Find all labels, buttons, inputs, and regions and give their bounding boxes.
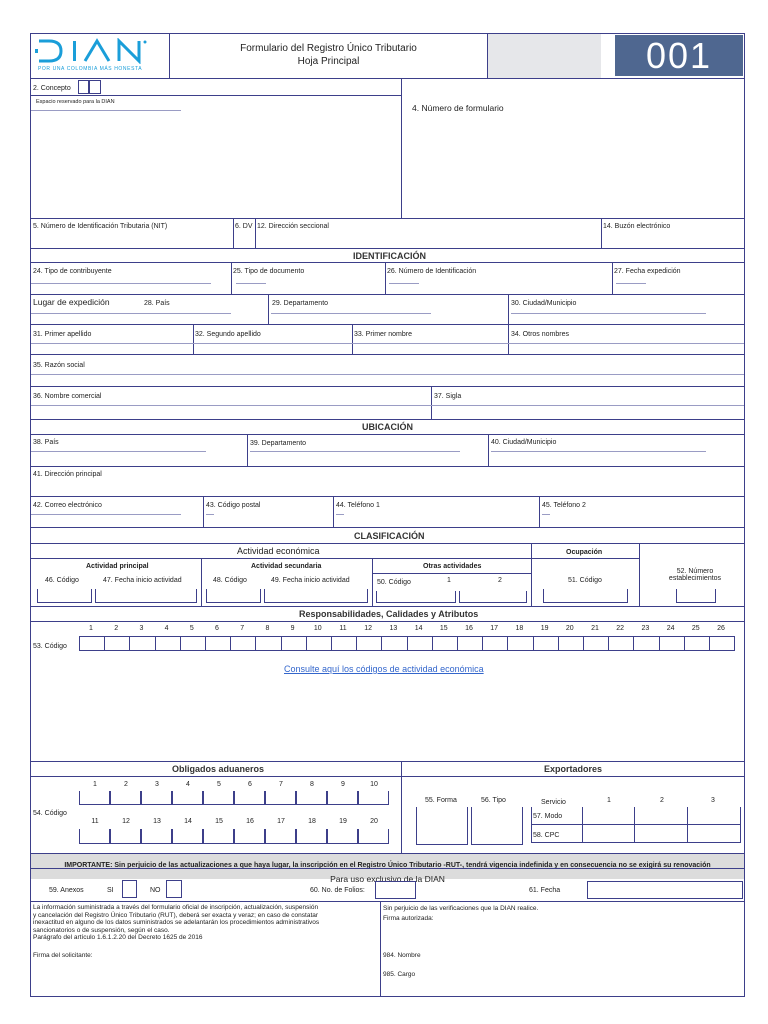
sigla-label: 37. Sigla (434, 393, 462, 400)
codigo-postal-label: 43. Código postal (206, 502, 261, 509)
resp-number-19: 19 (540, 625, 549, 632)
resp-number-22: 22 (616, 625, 625, 632)
resp-cell-21[interactable] (583, 636, 609, 651)
resp-cell-10[interactable] (306, 636, 332, 651)
cpc58-label: 58. CPC (533, 832, 560, 839)
form-title-line2: Hoja Principal (297, 56, 360, 67)
cargo985-label: 985. Cargo (383, 971, 416, 978)
disclaimer-line: La información suministrada a través del formulario oficial de inscripción, actualización, suspensión (33, 904, 319, 911)
actividad-economica-title: Actividad económica (237, 546, 320, 556)
resp-number-10: 10 (313, 625, 322, 632)
aduanero-number-20: 20 (370, 818, 378, 825)
anexos-no-box[interactable] (166, 880, 182, 898)
resp-cell-16[interactable] (457, 636, 483, 651)
aduanero-number-4: 4 (186, 781, 190, 788)
resp-number-16: 16 (465, 625, 473, 632)
clasificacion-title: CLASIFICACIÓN (354, 531, 425, 541)
actividad-secundaria-label: Actividad secundaria (251, 563, 322, 570)
aduanero-cell-4[interactable] (172, 791, 203, 805)
num-establecimientos-label (655, 568, 735, 582)
otras-actividades-label: Otras actividades (423, 563, 482, 570)
rut-form (30, 33, 745, 997)
header-grey-box (487, 34, 601, 78)
resp-cell-15[interactable] (432, 636, 458, 651)
aduaneros-title: Obligados aduaneros (172, 764, 265, 774)
razon-social-label: 35. Razón social (33, 362, 85, 369)
fecha47-label: 47. Fecha inicio actividad (103, 577, 182, 584)
resp-cell-6[interactable] (205, 636, 231, 651)
verificaciones-text: Sin perjuicio de las verificaciones que la DIAN realice. (383, 905, 539, 912)
resp-cell-1[interactable] (79, 636, 105, 651)
resp-cell-11[interactable] (331, 636, 357, 651)
actividad-principal-label: Actividad principal (86, 563, 149, 570)
aduanero-number-15: 15 (215, 818, 223, 825)
resp-number-12: 12 (364, 625, 373, 632)
aduanero-number-2: 2 (124, 781, 128, 788)
codigo50b-input[interactable] (459, 591, 527, 603)
direccion-principal-label: 41. Dirección principal (33, 471, 102, 478)
resp-cell-23[interactable] (633, 636, 659, 651)
resp-number-9: 9 (290, 625, 295, 632)
codigo50-label: 50. Código (377, 579, 411, 586)
resp-number-7: 7 (240, 625, 245, 632)
num-formulario-label: 4. Número de formulario (412, 103, 504, 113)
aduanero-number-5: 5 (217, 781, 221, 788)
num-establecimientos-line1: 52. Número (676, 568, 714, 575)
resp-number-26: 26 (717, 625, 725, 632)
pais-exp-label: 28. País (144, 300, 170, 307)
exportadores-title: Exportadores (544, 764, 603, 774)
aduanero-number-18: 18 (308, 818, 316, 825)
resp-cell-7[interactable] (230, 636, 256, 651)
aduanero-cell-14[interactable] (172, 829, 203, 844)
tipo-documento-label: 25. Tipo de documento (233, 268, 305, 275)
forma55-label: 55. Forma (425, 797, 457, 804)
resp-cell-8[interactable] (255, 636, 281, 651)
reservado-label: Espacio reservado para la DIAN (36, 99, 115, 105)
buzon-label: 14. Buzón electrónico (603, 223, 671, 230)
resp-number-21: 21 (591, 625, 599, 632)
aduanero-cell-3[interactable] (141, 791, 172, 805)
anexos-si-box[interactable] (122, 880, 137, 898)
nombre984-label: 984. Nombre (383, 952, 421, 959)
aduanero-number-6: 6 (248, 781, 252, 788)
departamento-label: 39. Departamento (250, 440, 307, 447)
fecha49-input[interactable] (264, 589, 368, 603)
codigo50-input[interactable] (376, 591, 456, 603)
responsabilidades-title: Responsabilidades, Calidades y Atributos (299, 609, 479, 619)
concepto-box-1[interactable] (78, 80, 89, 94)
servicio-2-label: 2 (660, 797, 664, 804)
aduanero-cell-18[interactable] (296, 829, 327, 844)
fecha-expedicion-label: 27. Fecha expedición (614, 268, 681, 275)
aduanero-number-8: 8 (310, 781, 314, 788)
otras-2-label: 2 (498, 577, 502, 584)
codigo51-label: 51. Código (568, 577, 602, 584)
resp-number-3: 3 (139, 625, 144, 632)
dian-logo (35, 38, 167, 74)
resp-cell-14[interactable] (407, 636, 433, 651)
departamento-exp-label: 29. Departamento (272, 300, 329, 307)
codigo54-label: 54. Código (33, 810, 67, 817)
resp-cell-5[interactable] (180, 636, 206, 651)
primer-apellido-label: 31. Primer apellido (33, 331, 92, 338)
aduanero-number-13: 13 (153, 818, 161, 825)
aduanero-number-9: 9 (341, 781, 345, 788)
aduanero-number-19: 19 (339, 818, 347, 825)
resp-cell-9[interactable] (281, 636, 307, 651)
form-title-line1: Formulario del Registro Único Tributario (240, 43, 417, 54)
telefono2-label: 45. Teléfono 2 (542, 502, 586, 509)
folios-label: 60. No. de Folios: (310, 887, 365, 894)
resp-number-17: 17 (490, 625, 499, 632)
aduanero-number-7: 7 (279, 781, 283, 788)
aduanero-cell-5[interactable] (203, 791, 234, 805)
resp-number-23: 23 (641, 625, 650, 632)
aduanero-number-16: 16 (246, 818, 254, 825)
disclaimer-line: sancionatorios o de suspensión, según el caso. (33, 926, 170, 934)
exclusivo-banner (31, 869, 744, 884)
resp-cell-19[interactable] (533, 636, 559, 651)
tipo-contribuyente-label: 24. Tipo de contribuyente (33, 268, 112, 275)
firma-solicitante-label: Firma del solicitante: (33, 952, 93, 959)
servicio-1-label: 1 (607, 797, 611, 804)
aduanero-cell-7[interactable] (265, 791, 296, 805)
correo-label: 42. Correo electrónico (33, 502, 102, 509)
aduanero-cell-13[interactable] (141, 829, 172, 844)
resp-number-13: 13 (389, 625, 398, 632)
exclusivo-title: Para uso exclusivo de la DIAN (330, 874, 445, 884)
resp-number-20: 20 (565, 625, 574, 632)
nit-label: 5. Número de Identificación Tributaria (NIT) (33, 223, 168, 230)
lugar-expedicion-label: Lugar de expedición (33, 297, 110, 307)
resp-number-2: 2 (114, 625, 119, 632)
resp-cell-4[interactable] (155, 636, 181, 651)
aduanero-cell-19[interactable] (327, 829, 358, 844)
ubicacion-title: UBICACIÓN (362, 422, 413, 432)
resp-cell-20[interactable] (558, 636, 584, 651)
seccional-label: 12. Dirección seccional (257, 223, 329, 230)
resp-number-5: 5 (189, 625, 194, 632)
ciudad-label: 40. Ciudad/Municipio (491, 439, 557, 446)
aduanero-number-11: 11 (91, 818, 99, 825)
resp-cell-25[interactable] (684, 636, 710, 651)
aduanero-cell-17[interactable] (265, 829, 296, 844)
aduanero-number-3: 3 (155, 781, 159, 788)
aduanero-cell-15[interactable] (203, 829, 234, 844)
resp-cell-22[interactable] (608, 636, 634, 651)
resp-number-24: 24 (666, 625, 675, 632)
aduanero-cell-9[interactable] (327, 791, 358, 805)
dv-label: 6. DV (235, 223, 253, 230)
resp-cell-26[interactable] (709, 636, 735, 651)
codigo53-label: 53. Código (33, 643, 67, 650)
aduanero-cell-10[interactable] (358, 791, 389, 805)
anexos-no-label: NO (150, 887, 161, 894)
fecha61-label: 61. Fecha (529, 887, 561, 894)
resp-number-4: 4 (164, 625, 169, 632)
resp-cell-18[interactable] (507, 636, 533, 651)
aduanero-cell-1[interactable] (79, 791, 110, 805)
otros-nombres-label: 34. Otros nombres (511, 331, 569, 338)
resp-number-1: 1 (89, 625, 93, 632)
establecimientos-input[interactable] (676, 589, 716, 603)
resp-number-11: 11 (339, 625, 347, 632)
aduanero-cell-12[interactable] (110, 829, 141, 844)
numero-identificacion-label: 26. Número de Identificación (387, 268, 477, 275)
num-establecimientos-line2: establecimientos (668, 575, 722, 582)
identificacion-title: IDENTIFICACIÓN (353, 251, 426, 261)
anexos-label: 59. Anexos (49, 887, 84, 894)
resp-cell-17[interactable] (482, 636, 508, 651)
aduanero-number-10: 10 (370, 781, 378, 788)
form-title (171, 42, 486, 68)
consulte-link[interactable]: Consulte aquí los códigos de actividad económica (284, 664, 484, 674)
aduanero-number-1: 1 (93, 781, 97, 788)
modo57-label: 57. Modo (533, 813, 563, 820)
resp-cell-2[interactable] (104, 636, 130, 651)
dian-tagline: POR UNA COLOMBIA MÁS HONESTA (38, 66, 143, 72)
resp-number-14: 14 (414, 625, 423, 632)
resp-cell-24[interactable] (659, 636, 685, 651)
form-code: 001 (615, 35, 743, 76)
resp-number-8: 8 (265, 625, 270, 632)
telefono1-label: 44. Teléfono 1 (336, 502, 380, 509)
codigo46-label: 46. Código (45, 577, 79, 584)
tipo56-input[interactable] (471, 807, 523, 845)
segundo-apellido-label: 32. Segundo apellido (195, 331, 261, 338)
resp-number-15: 15 (439, 625, 448, 632)
resp-cell-3[interactable] (129, 636, 155, 651)
concepto-box-2[interactable] (89, 80, 101, 94)
resp-number-6: 6 (215, 625, 219, 632)
resp-number-25: 25 (691, 625, 700, 632)
pais-label: 38. País (33, 439, 59, 446)
disclaimer-line: y cancelación del Registro Único Tributario (RUT), deberá ser exacta y veraz; en caso de constatar (33, 911, 319, 919)
primer-nombre-label: 33. Primer nombre (354, 331, 412, 338)
aduanero-cell-20[interactable] (358, 829, 389, 844)
nombre-comercial-label: 36. Nombre comercial (33, 393, 102, 400)
aduanero-cell-16[interactable] (234, 829, 265, 844)
servicio-3-label: 3 (711, 797, 715, 804)
importante-banner (31, 854, 744, 868)
servicio-label: Servicio (541, 799, 566, 806)
aduanero-number-17: 17 (277, 818, 285, 825)
disclaimer-line: Parágrafo del artículo 1.6.1.2.20 del Decreto 1625 de 2016 (33, 934, 203, 942)
folios-box[interactable] (375, 881, 416, 899)
ciudad-exp-label: 30. Ciudad/Municipio (511, 300, 577, 307)
tipo56-label: 56. Tipo (481, 797, 506, 804)
aduanero-number-12: 12 (122, 818, 130, 825)
disclaimer-text (33, 904, 378, 942)
codigo51-input[interactable] (543, 589, 628, 603)
aduanero-cell-11[interactable] (79, 829, 110, 844)
resp-number-18: 18 (515, 625, 524, 632)
resp-cell-12[interactable] (356, 636, 382, 651)
disclaimer-line: inexactitud en alguno de los datos suministrados se adelantarán los procedimientos administrativos (33, 919, 320, 927)
importante-text: IMPORTANTE: Sin perjuicio de las actualizaciones a que haya lugar, la inscripción en el Registro Único Tributario -RUT-, tendrá vigencia indefinida y en consecuencia no se exigirá su renovación (64, 862, 711, 869)
aduanero-cell-8[interactable] (296, 791, 327, 805)
codigo48-input[interactable] (206, 589, 261, 603)
fecha47-input[interactable] (95, 589, 197, 603)
codigo48-label: 48. Código (213, 577, 247, 584)
firma-autorizada-label: Firma autorizada: (383, 915, 434, 922)
concepto-label: 2. Concepto (33, 85, 71, 92)
dian-logo-icon (35, 38, 167, 64)
fecha61-box[interactable] (587, 881, 743, 899)
aduanero-number-14: 14 (184, 818, 192, 825)
anexos-si-label: SI (107, 887, 114, 894)
fecha49-label: 49. Fecha inicio actividad (271, 577, 350, 584)
aduanero-cell-2[interactable] (110, 791, 141, 805)
otras-1-label: 1 (447, 577, 451, 584)
aduanero-cell-6[interactable] (234, 791, 265, 805)
servicio-grid[interactable] (531, 807, 741, 843)
codigo46-input[interactable] (37, 589, 92, 603)
forma55-input[interactable] (416, 807, 468, 845)
ocupacion-label: Ocupación (566, 549, 603, 556)
resp-cell-13[interactable] (381, 636, 407, 651)
